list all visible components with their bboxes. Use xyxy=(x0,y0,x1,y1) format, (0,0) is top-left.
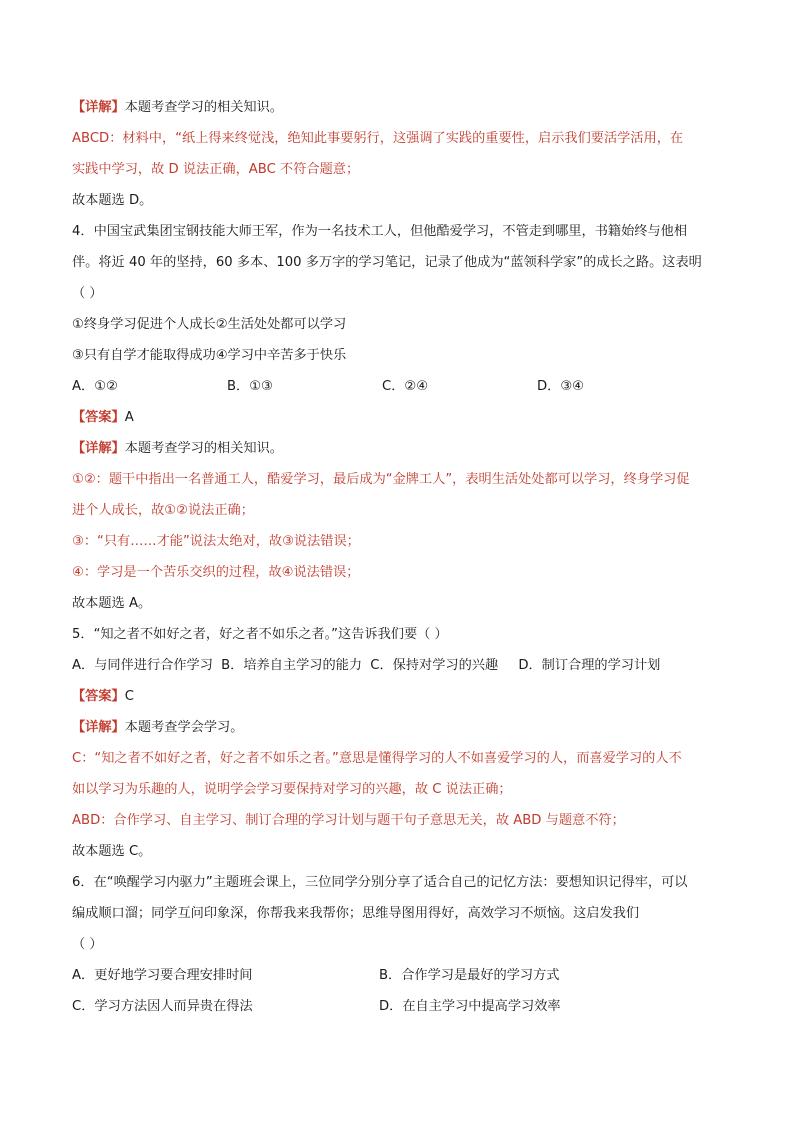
answer-value: A xyxy=(124,410,134,425)
q4-analysis-3: ④：学习是一个苦乐交织的过程，故④说法错误； xyxy=(72,565,360,580)
q5-option-c: C．保持对学习的兴趣 xyxy=(370,658,499,673)
q6-stem-line-1: 6．在“唤醒学习内驱力”主题班会课上，三位同学分别分享了适合自己的记忆方法：要想知识记得牢，可以 xyxy=(72,875,688,890)
q4-option-b: B．①③ xyxy=(227,379,273,394)
q4-option-d: D．③④ xyxy=(537,379,584,394)
q4-analysis-1a: ①②：题干中指出一名普通工人，酷爱学习，最后成为“金牌工人”，表明生活处处都可以学习，终身学习促 xyxy=(72,472,690,487)
q4-stem-line-1: 4．中国宝武集团宝钢技能大师王军，作为一名技术工人，但他酷爱学习，不管走到哪里，书籍始终与他相 xyxy=(72,224,688,239)
answer-value: C xyxy=(124,689,134,704)
q4-analysis-1b: 进个人成长，故①②说法正确； xyxy=(72,503,254,518)
q3-detail xyxy=(72,98,724,118)
q6-option-a: A．更好地学习要合理安排时间 xyxy=(72,968,253,983)
q3-analysis-line-1: ABCD：材料中，“纸上得来终觉浅，绝知此事要躬行，这强调了实践的重要性，启示我们要活学活用，在 xyxy=(72,131,684,146)
q4-options xyxy=(72,377,724,397)
detail-tag: 【详解】 xyxy=(72,100,125,115)
q5-option-d: D．制订合理的学习计划 xyxy=(518,658,661,673)
detail-tag: 【详解】 xyxy=(72,720,125,735)
q5-answer xyxy=(72,687,724,707)
q4-statements-1: ①终身学习促进个人成长②生活处处都可以学习 xyxy=(72,317,347,332)
q4-statements-2: ③只有自学才能取得成功④学习中辛苦多于快乐 xyxy=(72,348,347,363)
q4-option-c: C．②④ xyxy=(382,379,429,394)
document-page xyxy=(72,98,724,1028)
q5-option-a: A．与同伴进行合作学习 xyxy=(72,658,213,673)
answer-tag: 【答案】 xyxy=(72,410,125,425)
q5-option-b: B．培养自主学习的能力 xyxy=(221,658,363,673)
q6-option-c: C．学习方法因人而异贵在得法 xyxy=(72,999,253,1014)
q4-stem-line-2: 伴。将近 40 年的坚持，60 多本、100 多万字的学习笔记，记录了他成为“蓝领科学家”的成长之路。这表明 xyxy=(72,255,702,270)
q5-analysis-1a: C：“知之者不如好之者，好之者不如乐之者。”意思是懂得学习的人不如喜爱学习的人，而喜爱学习的人不 xyxy=(72,751,682,766)
detail-text: 本题考查学会学习。 xyxy=(124,720,244,735)
q4-answer xyxy=(72,408,724,428)
q3-analysis-line-2: 实践中学习，故 D 说法正确，ABC 不符合题意； xyxy=(72,162,360,177)
q4-option-a: A．①② xyxy=(72,379,118,394)
q5-analysis-1b: 如以学习为乐趣的人，说明学会学习要保持对学习的兴趣，故 C 说法正确； xyxy=(72,782,512,797)
q6-option-b: B．合作学习是最好的学习方式 xyxy=(379,968,560,983)
q5-detail xyxy=(72,718,724,738)
detail-text: 本题考查学习的相关知识。 xyxy=(124,441,283,456)
q6-option-d: D．在自主学习中提高学习效率 xyxy=(379,999,561,1014)
q6-options-row-1 xyxy=(72,966,724,986)
q6-stem-line-2: 编成顺口溜；同学互问印象深，你帮我来我帮你；思维导图用得好，高效学习不烦恼。这启发我们 xyxy=(72,906,640,921)
q3-conclusion: 故本题选 D。 xyxy=(72,193,153,208)
q5-options xyxy=(72,656,724,676)
detail-tag: 【详解】 xyxy=(72,441,125,456)
q4-blank: （ ） xyxy=(72,286,103,301)
q5-analysis-2: ABD：合作学习、自主学习、制订合理的学习计划与题干句子意思无关，故 ABD 与题意不符； xyxy=(72,813,625,828)
q5-stem: 5．“知之者不如好之者，好之者不如乐之者。”这告诉我们要（ ） xyxy=(72,627,448,642)
q4-conclusion: 故本题选 A。 xyxy=(72,596,152,611)
answer-tag: 【答案】 xyxy=(72,689,125,704)
q6-blank: （ ） xyxy=(72,937,103,952)
q6-options-row-2 xyxy=(72,997,724,1017)
q4-detail xyxy=(72,439,724,459)
q5-conclusion: 故本题选 C。 xyxy=(72,844,152,859)
detail-text: 本题考查学习的相关知识。 xyxy=(124,100,283,115)
q4-analysis-2: ③：“只有……才能”说法太绝对，故③说法错误； xyxy=(72,534,360,549)
